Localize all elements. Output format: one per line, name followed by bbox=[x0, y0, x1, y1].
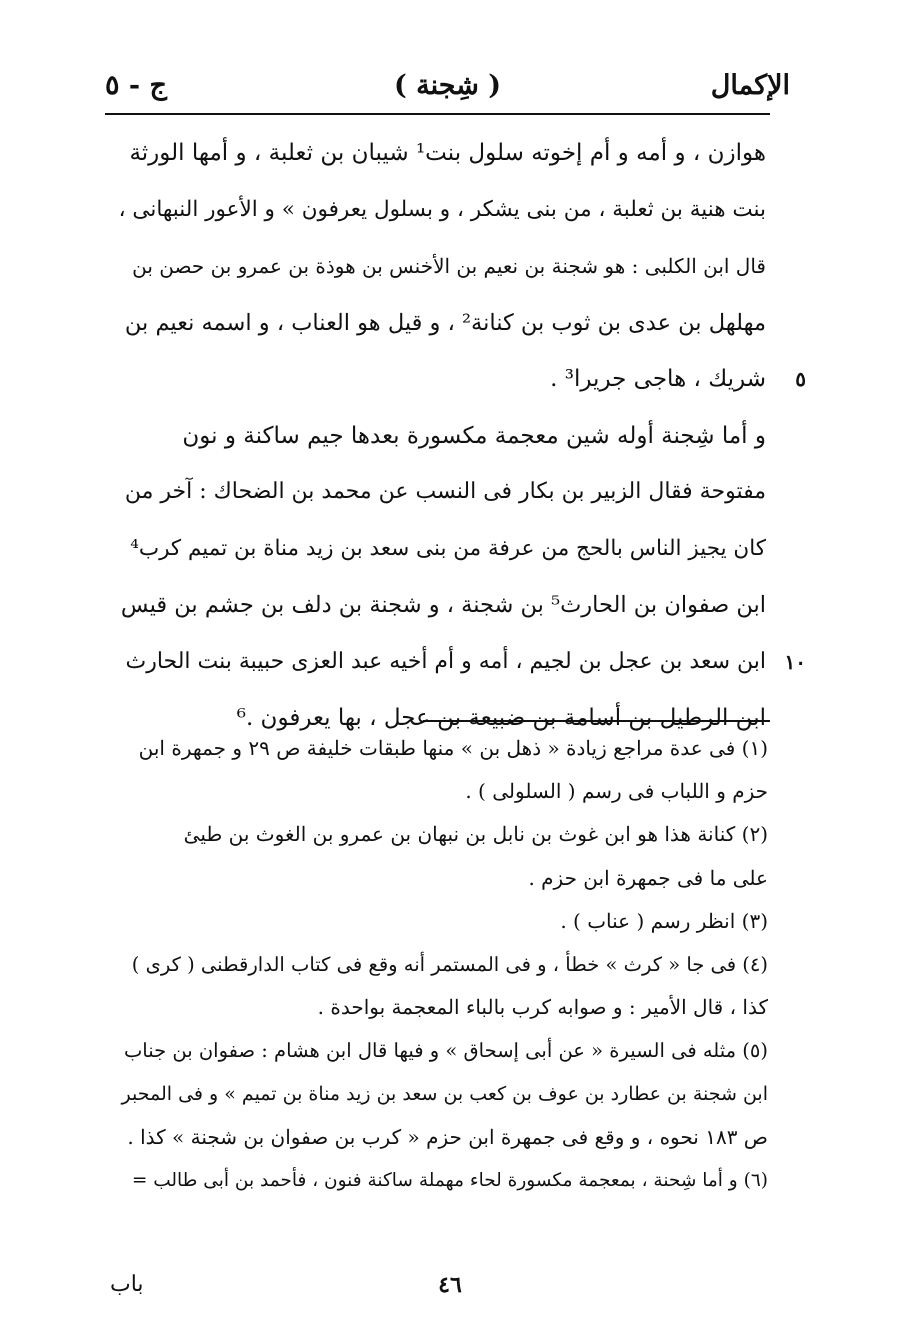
page-number: ٤٦ bbox=[438, 1272, 462, 1298]
footnote-line: (٦) و أما شِحنة ، بمعجمة مكسورة لحاء مهملة ساكنة فنون ، فأحمد بن أبى طالب = bbox=[131, 1169, 768, 1191]
running-header bbox=[105, 70, 790, 110]
text-line: مفتوحة فقال الزبير بن بكار فى النسب عن محمد بن الضحاك : آخر من bbox=[124, 479, 766, 504]
text-line: ابن صفوان بن الحارث⁵ بن شجنة ، و شجنة بن دلف بن جشم بن قيس bbox=[120, 592, 766, 618]
page-footer bbox=[110, 1272, 790, 1308]
footnote-line: (٥) مثله فى السيرة « عن أبى إسحاق » و فيها قال ابن هشام : صفوان بن جناب bbox=[123, 1039, 768, 1063]
text-line: ابن الرطيل بن أسامة بن ضبيعة بن عجل ، بها يعرفون .⁶ bbox=[236, 705, 766, 731]
footnote-line: حزم و اللباب فى رسم ( السلولى ) . bbox=[465, 779, 768, 804]
text-line: و أما شِجنة أوله شين معجمة مكسورة بعدها جيم ساكنة و نون bbox=[182, 422, 766, 449]
text-line: هوازن ، و أمه و أم إخوته سلول بنت¹ شيبان بن ثعلبة ، و أمها الورثة bbox=[129, 140, 766, 166]
text-line: قال ابن الكلبى : هو شجنة بن نعيم بن الأخنس بن هوذة بن عمرو بن حصن بن bbox=[132, 254, 766, 278]
text-line-5 bbox=[118, 351, 806, 408]
footnote-line: ص ١٨٣ نحوه ، و وقع فى جمهرة ابن حزم « كرب بن صفوان بن شجنة » كذا . bbox=[127, 1124, 768, 1149]
footnote-rule bbox=[423, 720, 770, 722]
text-line-content: شريك ، هاجى جريرا³ . bbox=[550, 366, 766, 392]
line-number: ٥ bbox=[795, 367, 806, 391]
text-line: بنت هنية بن ثعلبة ، من بنى يشكر ، و بسلول يعرفون » و الأعور النبهانى ، bbox=[118, 196, 766, 222]
header-rule bbox=[105, 113, 770, 115]
footnote-line: (١) فى عدة مراجع زيادة « ذهل بن » منها طبقات خليفة ص ٢٩ و جمهرة ابن bbox=[138, 736, 768, 760]
text-line-10 bbox=[118, 634, 806, 691]
footnote-line: (٤) فى جا « كرث » خطأ ، و فى المستمر أنه وقع فى كتاب الدارقطنى ( كرى ) bbox=[131, 952, 768, 976]
footnotes bbox=[118, 727, 768, 1202]
footnote-line: (٢) كنانة هذا هو ابن غوث بن نابل بن نبهان بن عمرو بن الغوث بن طيئ bbox=[183, 822, 768, 847]
main-text bbox=[118, 125, 806, 747]
text-line: مهلهل بن عدى بن ثوب بن كنانة² ، و قيل هو العناب ، و اسمه نعيم بن bbox=[124, 309, 766, 336]
book-title: الإكمال bbox=[710, 70, 790, 101]
catchword: باب bbox=[110, 1272, 144, 1297]
section-topic: ( شِجنة ) bbox=[393, 70, 502, 101]
line-number: ١٠ bbox=[784, 649, 806, 674]
text-line: كان يجيز الناس بالحج من عرفة من بنى سعد بن زيد مناة بن تميم كرب⁴ bbox=[130, 535, 766, 561]
volume-number: ج - ٥ bbox=[105, 70, 167, 101]
footnote-line: (٣) انظر رسم ( عناب ) . bbox=[560, 908, 768, 933]
footnote-line: ابن شجنة بن عطارد بن عوف بن كعب بن سعد بن زيد مناة بن تميم » و فى المحبر bbox=[121, 1082, 768, 1105]
text-line-content: ابن سعد بن عجل بن لجيم ، أمه و أم أخيه عبد العزى حبيبة بنت الحارث bbox=[125, 648, 766, 674]
footnote-line: على ما فى جمهرة ابن حزم . bbox=[528, 865, 768, 890]
footnote-line: كذا ، قال الأمير : و صوابه كرب بالباء المعجمة بواحدة . bbox=[317, 995, 768, 1020]
